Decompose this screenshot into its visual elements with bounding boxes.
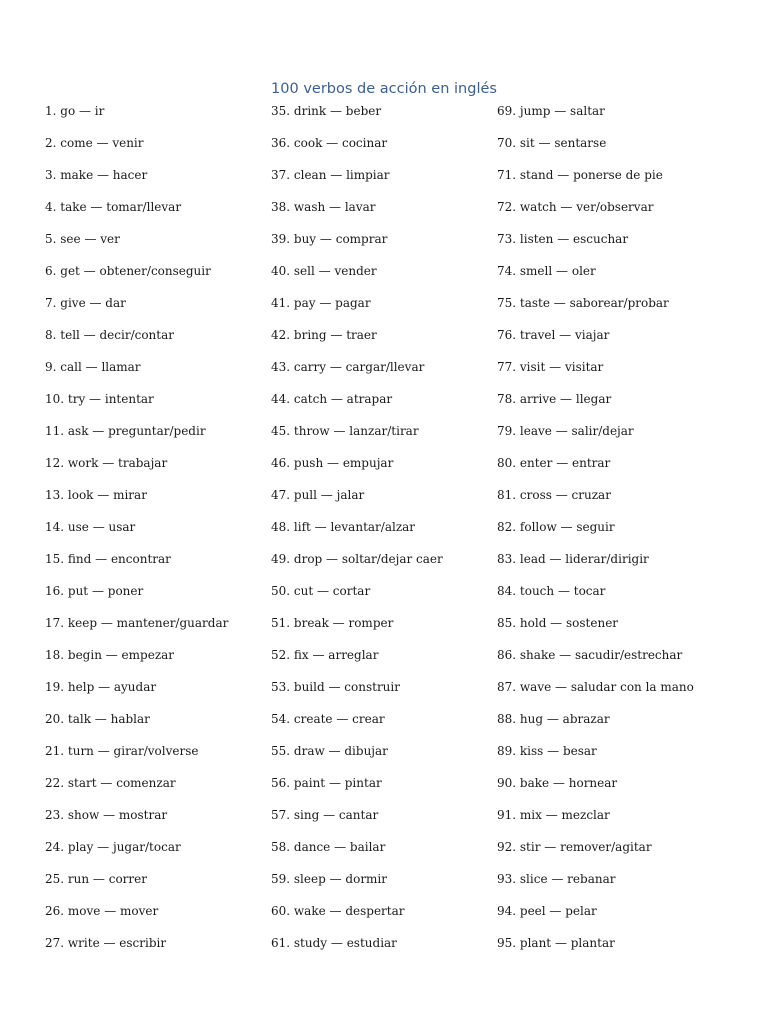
- verb-entry: 46. push — empujar: [271, 456, 394, 470]
- verb-entry: 56. paint — pintar: [271, 776, 382, 790]
- verb-entry: 81. cross — cruzar: [497, 488, 611, 502]
- verb-column-1: [45, 101, 228, 965]
- verb-entry: 79. leave — salir/dejar: [497, 424, 634, 438]
- verb-entry: 74. smell — oler: [497, 264, 596, 278]
- verb-entry: 19. help — ayudar: [45, 680, 157, 694]
- verb-entry: 17. keep — mantener/guardar: [45, 616, 229, 630]
- verb-entry: 37. clean — limpiar: [271, 168, 390, 182]
- verb-entry: 39. buy — comprar: [271, 232, 388, 246]
- verb-entry: 86. shake — sacudir/estrechar: [497, 648, 683, 662]
- verb-entry: 54. create — crear: [271, 712, 385, 726]
- verb-column-2: [271, 101, 443, 965]
- verb-entry: 76. travel — viajar: [497, 328, 610, 342]
- verb-entry: 7. give — dar: [45, 296, 126, 310]
- verb-entry: 23. show — mostrar: [45, 808, 168, 822]
- verb-entry: 6. get — obtener/conseguir: [45, 264, 211, 278]
- verb-entry: 4. take — tomar/llevar: [45, 200, 182, 214]
- verb-entry: 72. watch — ver/observar: [497, 200, 654, 214]
- verb-entry: 18. begin — empezar: [45, 648, 175, 662]
- verb-entry: 40. sell — vender: [271, 264, 377, 278]
- verb-entry: 8. tell — decir/contar: [45, 328, 174, 342]
- verb-entry: 22. start — comenzar: [45, 776, 176, 790]
- verb-entry: 9. call — llamar: [45, 360, 141, 374]
- document-title: 100 verbos de acción en inglés: [271, 81, 497, 97]
- verb-entry: 85. hold — sostener: [497, 616, 619, 630]
- verb-entry: 3. make — hacer: [45, 168, 148, 182]
- verb-entry: 83. lead — liderar/dirigir: [497, 552, 649, 566]
- verb-entry: 48. lift — levantar/alzar: [271, 520, 416, 534]
- verb-entry: 71. stand — ponerse de pie: [497, 168, 663, 182]
- verb-entry: 91. mix — mezclar: [497, 808, 610, 822]
- verb-entry: 70. sit — sentarse: [497, 136, 607, 150]
- verb-entry: 13. look — mirar: [45, 488, 147, 502]
- verb-entry: 45. throw — lanzar/tirar: [271, 424, 419, 438]
- verb-entry: 87. wave — saludar con la mano: [497, 680, 694, 694]
- verb-entry: 1. go — ir: [45, 104, 105, 118]
- verb-entry: 16. put — poner: [45, 584, 144, 598]
- verb-entry: 21. turn — girar/volverse: [45, 744, 199, 758]
- verb-column-3: [497, 101, 694, 965]
- verb-entry: 49. drop — soltar/dejar caer: [271, 552, 443, 566]
- verb-entry: 12. work — trabajar: [45, 456, 168, 470]
- verb-entry: 36. cook — cocinar: [271, 136, 388, 150]
- verb-entry: 14. use — usar: [45, 520, 136, 534]
- verb-entry: 82. follow — seguir: [497, 520, 615, 534]
- verb-entry: 25. run — correr: [45, 872, 147, 886]
- verb-entry: 53. build — construir: [271, 680, 400, 694]
- verb-entry: 26. move — mover: [45, 904, 159, 918]
- verb-entry: 47. pull — jalar: [271, 488, 365, 502]
- verb-entry: 27. write — escribir: [45, 936, 167, 950]
- verb-entry: 52. fix — arreglar: [271, 648, 379, 662]
- verb-entry: 10. try — intentar: [45, 392, 154, 406]
- verb-entry: 55. draw — dibujar: [271, 744, 388, 758]
- verb-entry: 92. stir — remover/agitar: [497, 840, 652, 854]
- verb-entry: 2. come — venir: [45, 136, 144, 150]
- verb-entry: 77. visit — visitar: [497, 360, 604, 374]
- verb-entry: 94. peel — pelar: [497, 904, 597, 918]
- verb-entry: 57. sing — cantar: [271, 808, 379, 822]
- verb-entry: 59. sleep — dormir: [271, 872, 388, 886]
- verb-entry: 69. jump — saltar: [497, 104, 605, 118]
- verb-entry: 51. break — romper: [271, 616, 394, 630]
- verb-entry: 20. talk — hablar: [45, 712, 150, 726]
- verb-entry: 24. play — jugar/tocar: [45, 840, 181, 854]
- verb-entry: 41. pay — pagar: [271, 296, 371, 310]
- verb-entry: 5. see — ver: [45, 232, 120, 246]
- verb-entry: 42. bring — traer: [271, 328, 377, 342]
- verb-entry: 35. drink — beber: [271, 104, 382, 118]
- verb-entry: 95. plant — plantar: [497, 936, 615, 950]
- verb-entry: 73. listen — escuchar: [497, 232, 629, 246]
- verb-entry: 50. cut — cortar: [271, 584, 371, 598]
- verb-entry: 44. catch — atrapar: [271, 392, 393, 406]
- verb-entry: 75. taste — saborear/probar: [497, 296, 669, 310]
- verb-entry: 84. touch — tocar: [497, 584, 606, 598]
- verb-entry: 43. carry — cargar/llevar: [271, 360, 425, 374]
- verb-entry: 38. wash — lavar: [271, 200, 376, 214]
- verb-entry: 93. slice — rebanar: [497, 872, 616, 886]
- verb-entry: 60. wake — despertar: [271, 904, 405, 918]
- verb-entry: 90. bake — hornear: [497, 776, 618, 790]
- verb-entry: 11. ask — preguntar/pedir: [45, 424, 206, 438]
- verb-entry: 88. hug — abrazar: [497, 712, 610, 726]
- verb-entry: 15. find — encontrar: [45, 552, 171, 566]
- verb-entry: 89. kiss — besar: [497, 744, 597, 758]
- verb-entry: 58. dance — bailar: [271, 840, 386, 854]
- verb-entry: 80. enter — entrar: [497, 456, 611, 470]
- verb-entry: 78. arrive — llegar: [497, 392, 612, 406]
- verb-entry: 61. study — estudiar: [271, 936, 397, 950]
